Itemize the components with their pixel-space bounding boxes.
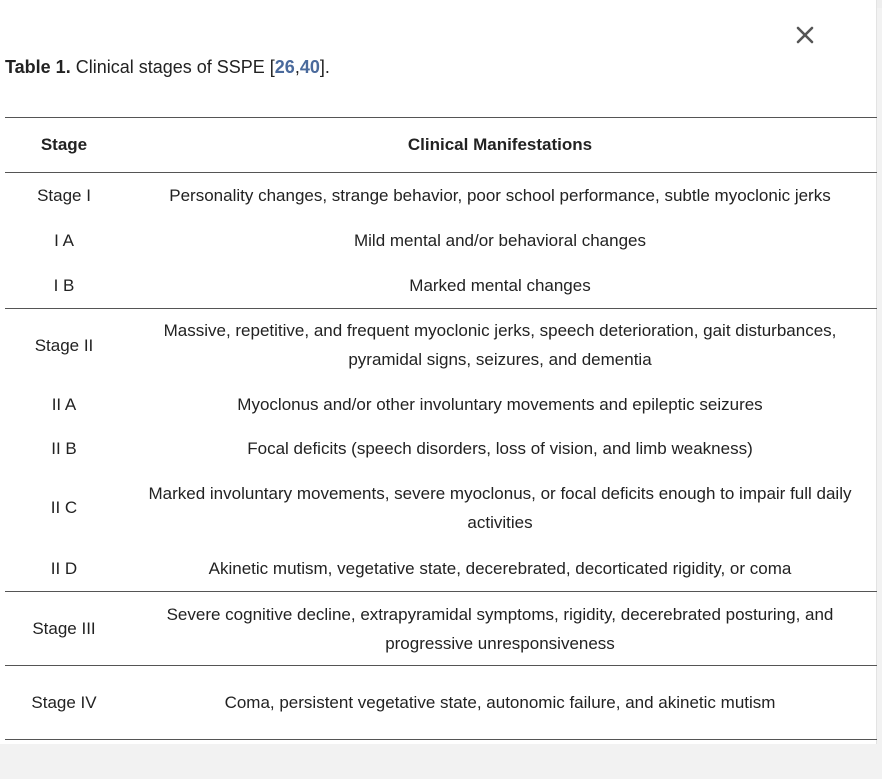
manifestation-cell: Mild mental and/or behavioral changes [353, 231, 646, 250]
manifestation-cell: Myoclonus and/or other involuntary movements and epileptic seizures [237, 394, 763, 414]
stage-cell: I B [53, 275, 75, 295]
table-row [5, 309, 877, 382]
table-row [5, 382, 877, 427]
manifestation-cell: Akinetic mutism, vegetative state, decerebrated, decorticated rigidity, or coma [208, 558, 792, 578]
table-row [5, 666, 877, 740]
caption-label: Table 1. [5, 57, 71, 77]
table-header-row [5, 118, 877, 173]
stage-cell: II C [50, 498, 78, 517]
reference-link-40[interactable]: 40 [299, 57, 320, 77]
stage-cell: Stage I [5, 173, 123, 219]
stage-cell: Stage II [5, 309, 123, 382]
manifestation-cell: Focal deficits (speech disorders, loss of vision, and limb weakness) [247, 438, 753, 458]
manifestation-cell: Massive, repetitive, and frequent myoclonic jerks, speech deterioration, gait disturbances, pyramidal signs, seizures, and dementia [123, 309, 877, 382]
stage-cell: Stage IV [5, 666, 123, 740]
caption-separator: , [294, 57, 300, 77]
stage-cell: Stage III [5, 592, 123, 666]
caption-text-after: ]. [319, 57, 330, 77]
manifestation-cell: Personality changes, strange behavior, poor school performance, subtle myoclonic jerks [123, 173, 877, 219]
table-row [5, 173, 877, 219]
stage-cell: I A [54, 231, 74, 250]
table-row [5, 263, 877, 309]
table-row [5, 427, 877, 470]
close-button[interactable] [790, 20, 820, 50]
header-stage: Stage [5, 118, 123, 173]
caption-text-before: Clinical stages of SSPE [ [70, 57, 275, 77]
stages-table [5, 117, 877, 740]
manifestation-cell: Coma, persistent vegetative state, autonomic failure, and akinetic mutism [123, 666, 877, 740]
stage-cell: II B [51, 438, 77, 458]
close-x-icon [795, 25, 815, 45]
manifestation-cell: Marked mental changes [409, 275, 591, 295]
manifestation-cell: Marked involuntary movements, severe myoclonus, or focal deficits enough to impair full daily activities [148, 483, 852, 532]
reference-link-26[interactable]: 26 [274, 57, 295, 77]
table-row [5, 546, 877, 592]
manifestation-cell: Severe cognitive decline, extrapyramidal symptoms, rigidity, decerebrated posturing, and progressive unresponsiveness [123, 592, 877, 666]
stage-cell: II A [51, 394, 77, 414]
header-manifestations: Clinical Manifestations [123, 118, 877, 173]
table-row [5, 470, 877, 546]
table-caption [5, 57, 330, 78]
stage-cell: II D [50, 558, 78, 578]
table-row [5, 219, 877, 263]
table-row [5, 592, 877, 666]
